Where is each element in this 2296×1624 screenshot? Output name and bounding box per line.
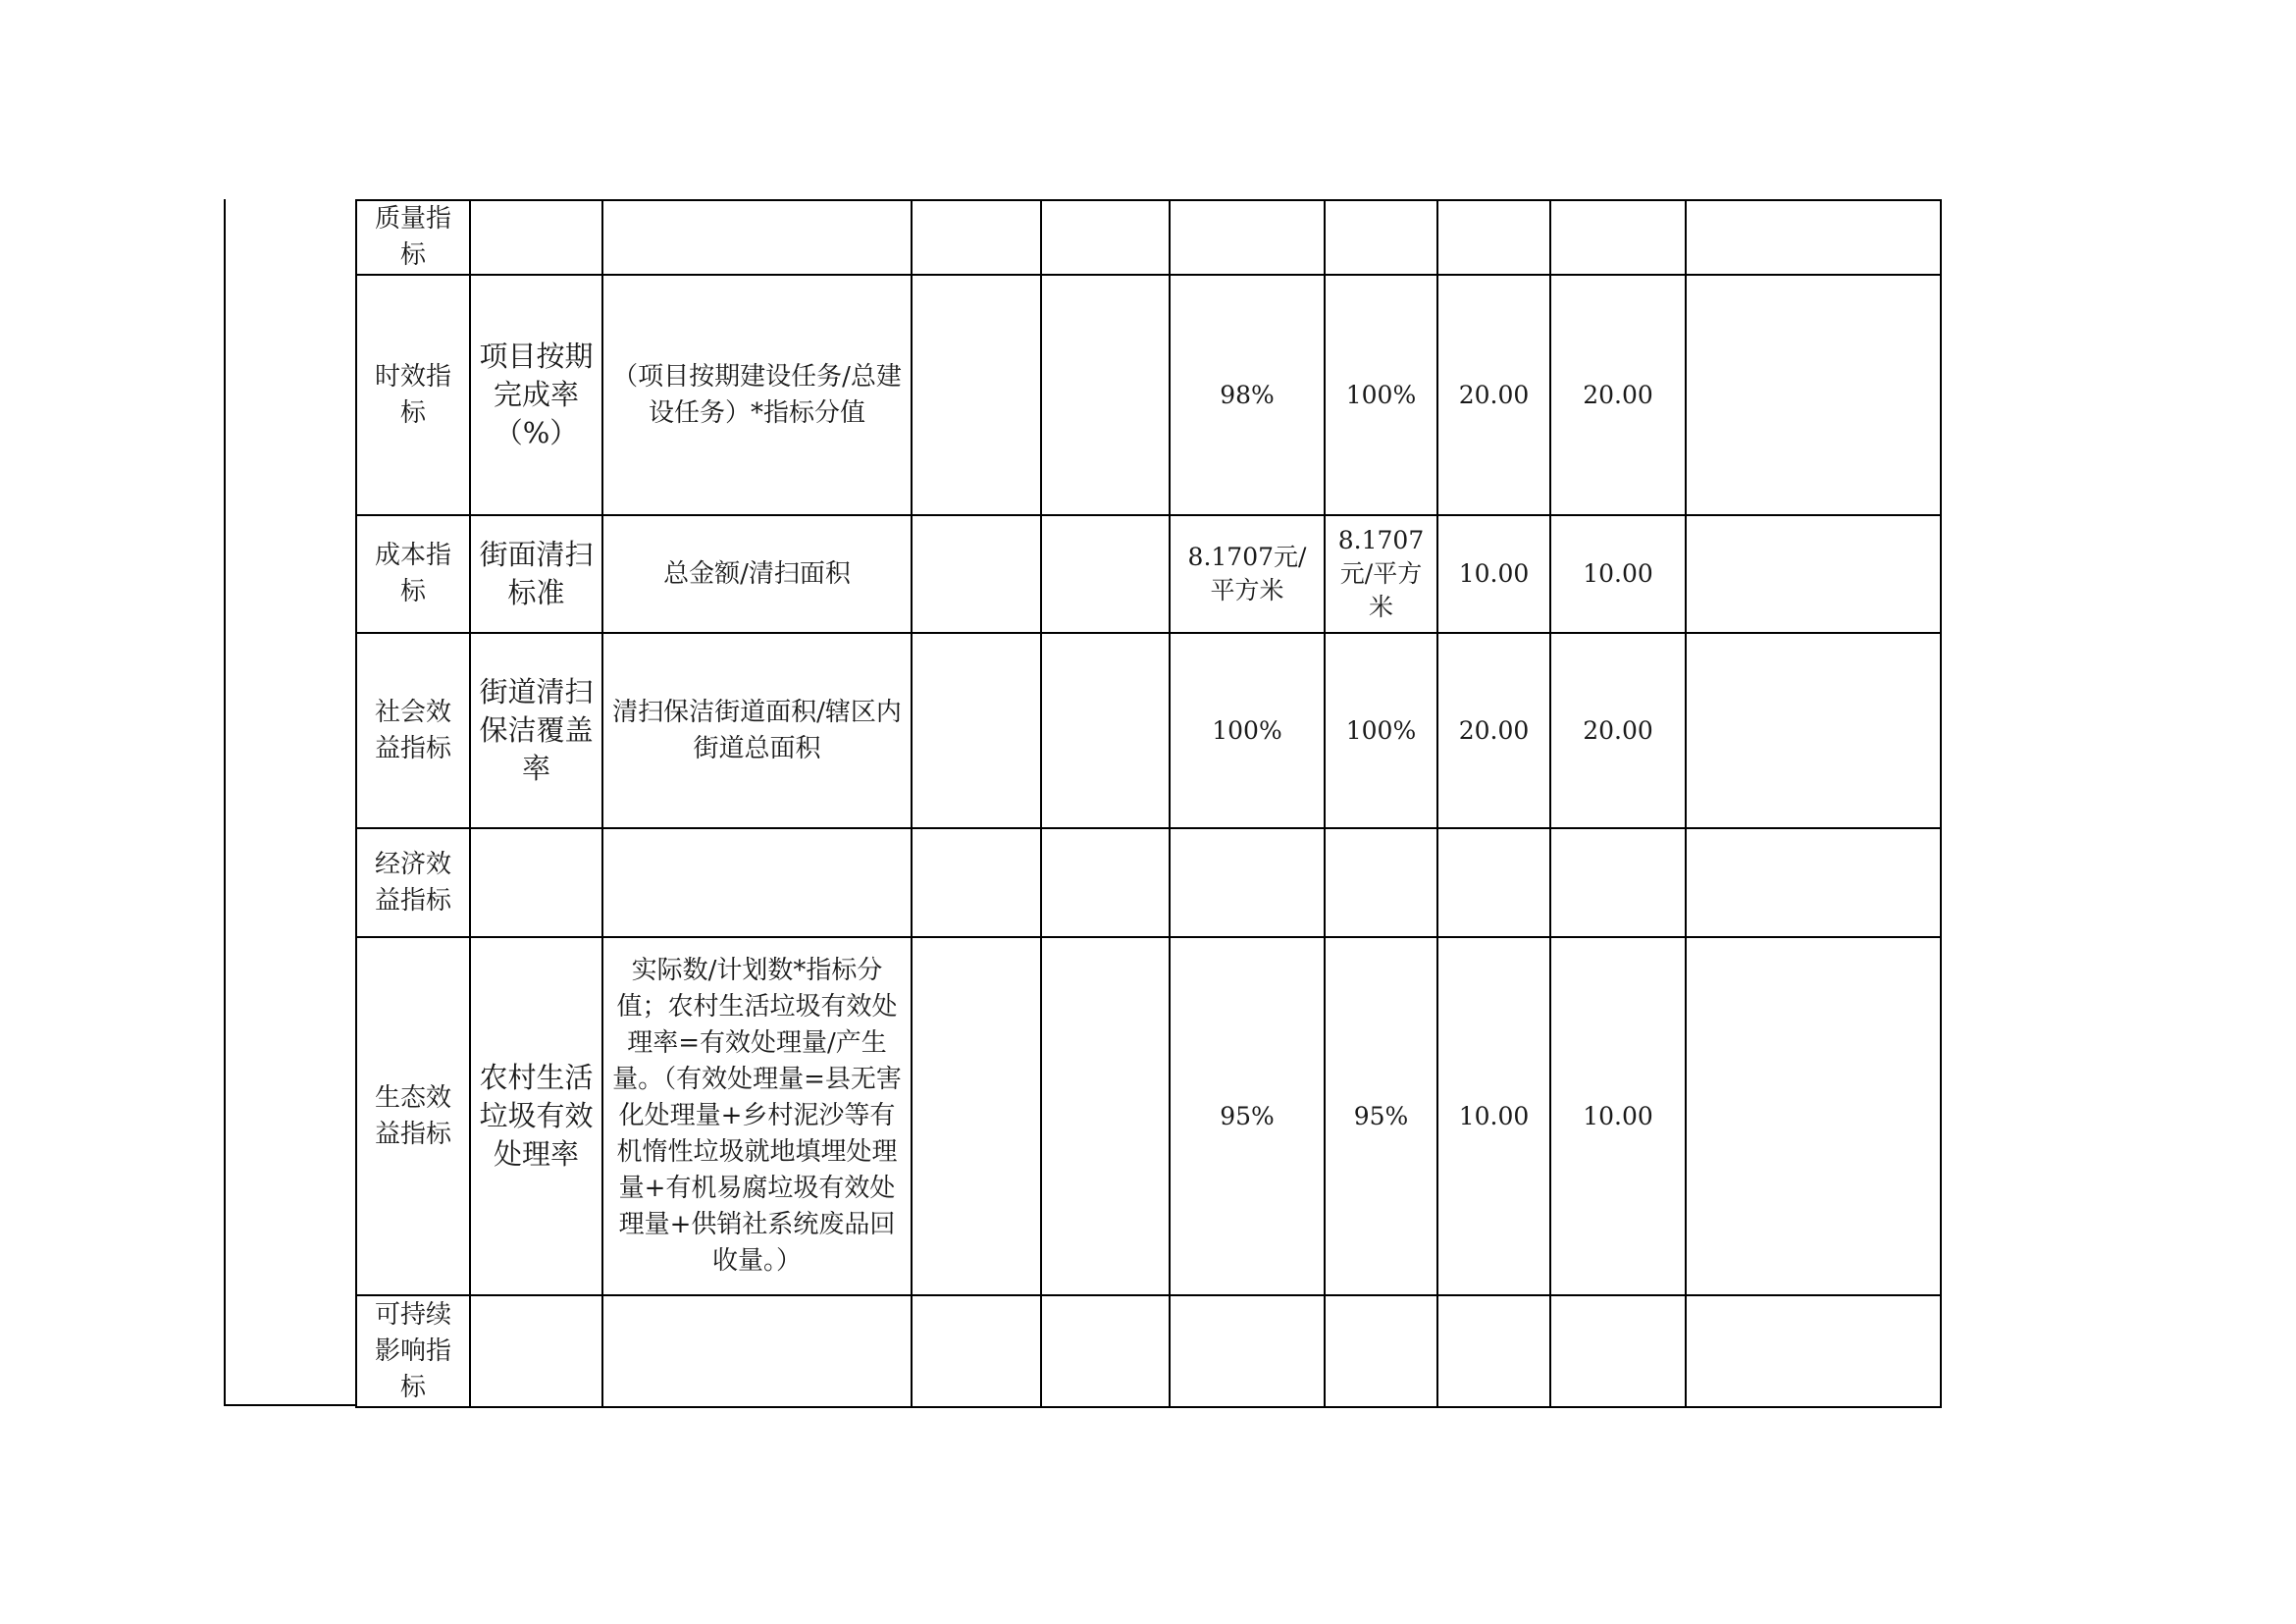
weight-cell: 20.00 xyxy=(1437,275,1550,515)
weight-cell: 20.00 xyxy=(1437,633,1550,828)
actual-value-cell: 100% xyxy=(1325,275,1437,515)
score-cell xyxy=(1550,200,1686,275)
score-cell xyxy=(1550,828,1686,937)
indicator-name-cell xyxy=(470,1295,602,1407)
actual-value-cell: 8.1707元/平方米 xyxy=(1325,515,1437,633)
indicator-type-cell: 质量指标 xyxy=(356,200,470,275)
actual-value-cell xyxy=(1325,1295,1437,1407)
note-cell xyxy=(1686,828,1941,937)
blank-cell xyxy=(1041,828,1170,937)
formula-cell xyxy=(602,1295,912,1407)
blank-cell xyxy=(1041,515,1170,633)
target-value-cell xyxy=(1170,1295,1325,1407)
score-cell: 10.00 xyxy=(1550,515,1686,633)
target-value-cell: 8.1707元/平方米 xyxy=(1170,515,1325,633)
actual-value-cell: 100% xyxy=(1325,633,1437,828)
indicator-type-cell: 社会效益指标 xyxy=(356,633,470,828)
blank-cell xyxy=(912,515,1041,633)
formula-cell xyxy=(602,200,912,275)
outer-column-border xyxy=(224,199,226,1406)
formula-cell xyxy=(602,828,912,937)
indicator-type-cell: 成本指标 xyxy=(356,515,470,633)
indicator-name-cell: 农村生活垃圾有效处理率 xyxy=(470,937,602,1295)
weight-cell: 10.00 xyxy=(1437,937,1550,1295)
table-row xyxy=(356,633,1941,828)
blank-cell xyxy=(912,828,1041,937)
blank-cell xyxy=(1041,633,1170,828)
indicator-type-cell: 时效指标 xyxy=(356,275,470,515)
table-row xyxy=(356,937,1941,1295)
blank-cell xyxy=(912,937,1041,1295)
target-value-cell: 98% xyxy=(1170,275,1325,515)
indicator-type-cell: 经济效益指标 xyxy=(356,828,470,937)
weight-cell xyxy=(1437,828,1550,937)
indicator-name-cell xyxy=(470,200,602,275)
actual-value-cell xyxy=(1325,200,1437,275)
formula-cell: 总金额/清扫面积 xyxy=(602,515,912,633)
note-cell xyxy=(1686,633,1941,828)
actual-value-cell: 95% xyxy=(1325,937,1437,1295)
weight-cell xyxy=(1437,1295,1550,1407)
blank-cell xyxy=(1041,200,1170,275)
weight-cell: 10.00 xyxy=(1437,515,1550,633)
outer-column-bottom-border xyxy=(224,1404,356,1406)
score-cell: 20.00 xyxy=(1550,633,1686,828)
blank-cell xyxy=(1041,937,1170,1295)
score-cell: 10.00 xyxy=(1550,937,1686,1295)
score-cell xyxy=(1550,1295,1686,1407)
actual-value-cell xyxy=(1325,828,1437,937)
target-value-cell: 95% xyxy=(1170,937,1325,1295)
note-cell xyxy=(1686,200,1941,275)
table-row xyxy=(356,515,1941,633)
blank-cell xyxy=(912,200,1041,275)
note-cell xyxy=(1686,515,1941,633)
indicator-type-cell: 生态效益指标 xyxy=(356,937,470,1295)
indicator-name-cell xyxy=(470,828,602,937)
blank-cell xyxy=(912,275,1041,515)
weight-cell xyxy=(1437,200,1550,275)
indicator-type-cell: 可持续影响指标 xyxy=(356,1295,470,1407)
table-row xyxy=(356,828,1941,937)
formula-cell: 清扫保洁街道面积/辖区内街道总面积 xyxy=(602,633,912,828)
formula-cell: （项目按期建设任务/总建设任务）*指标分值 xyxy=(602,275,912,515)
blank-cell xyxy=(1041,275,1170,515)
note-cell xyxy=(1686,1295,1941,1407)
score-cell: 20.00 xyxy=(1550,275,1686,515)
table-row xyxy=(356,1295,1941,1407)
blank-cell xyxy=(912,633,1041,828)
formula-cell: 实际数/计划数*指标分值；农村生活垃圾有效处理率=有效处理量/产生量。（有效处理量=县无害化处理量+乡村泥沙等有机惰性垃圾就地填埋处理量+有机易腐垃圾有效处理量+供销社系统废品回收量。） xyxy=(602,937,912,1295)
target-value-cell xyxy=(1170,828,1325,937)
indicator-name-cell: 项目按期完成率（%） xyxy=(470,275,602,515)
target-value-cell xyxy=(1170,200,1325,275)
indicator-name-cell: 街道清扫保洁覆盖率 xyxy=(470,633,602,828)
blank-cell xyxy=(1041,1295,1170,1407)
indicator-name-cell: 街面清扫标准 xyxy=(470,515,602,633)
note-cell xyxy=(1686,275,1941,515)
table-row xyxy=(356,275,1941,515)
note-cell xyxy=(1686,937,1941,1295)
performance-indicator-table xyxy=(355,199,1942,1408)
blank-cell xyxy=(912,1295,1041,1407)
table-row xyxy=(356,200,1941,275)
target-value-cell: 100% xyxy=(1170,633,1325,828)
